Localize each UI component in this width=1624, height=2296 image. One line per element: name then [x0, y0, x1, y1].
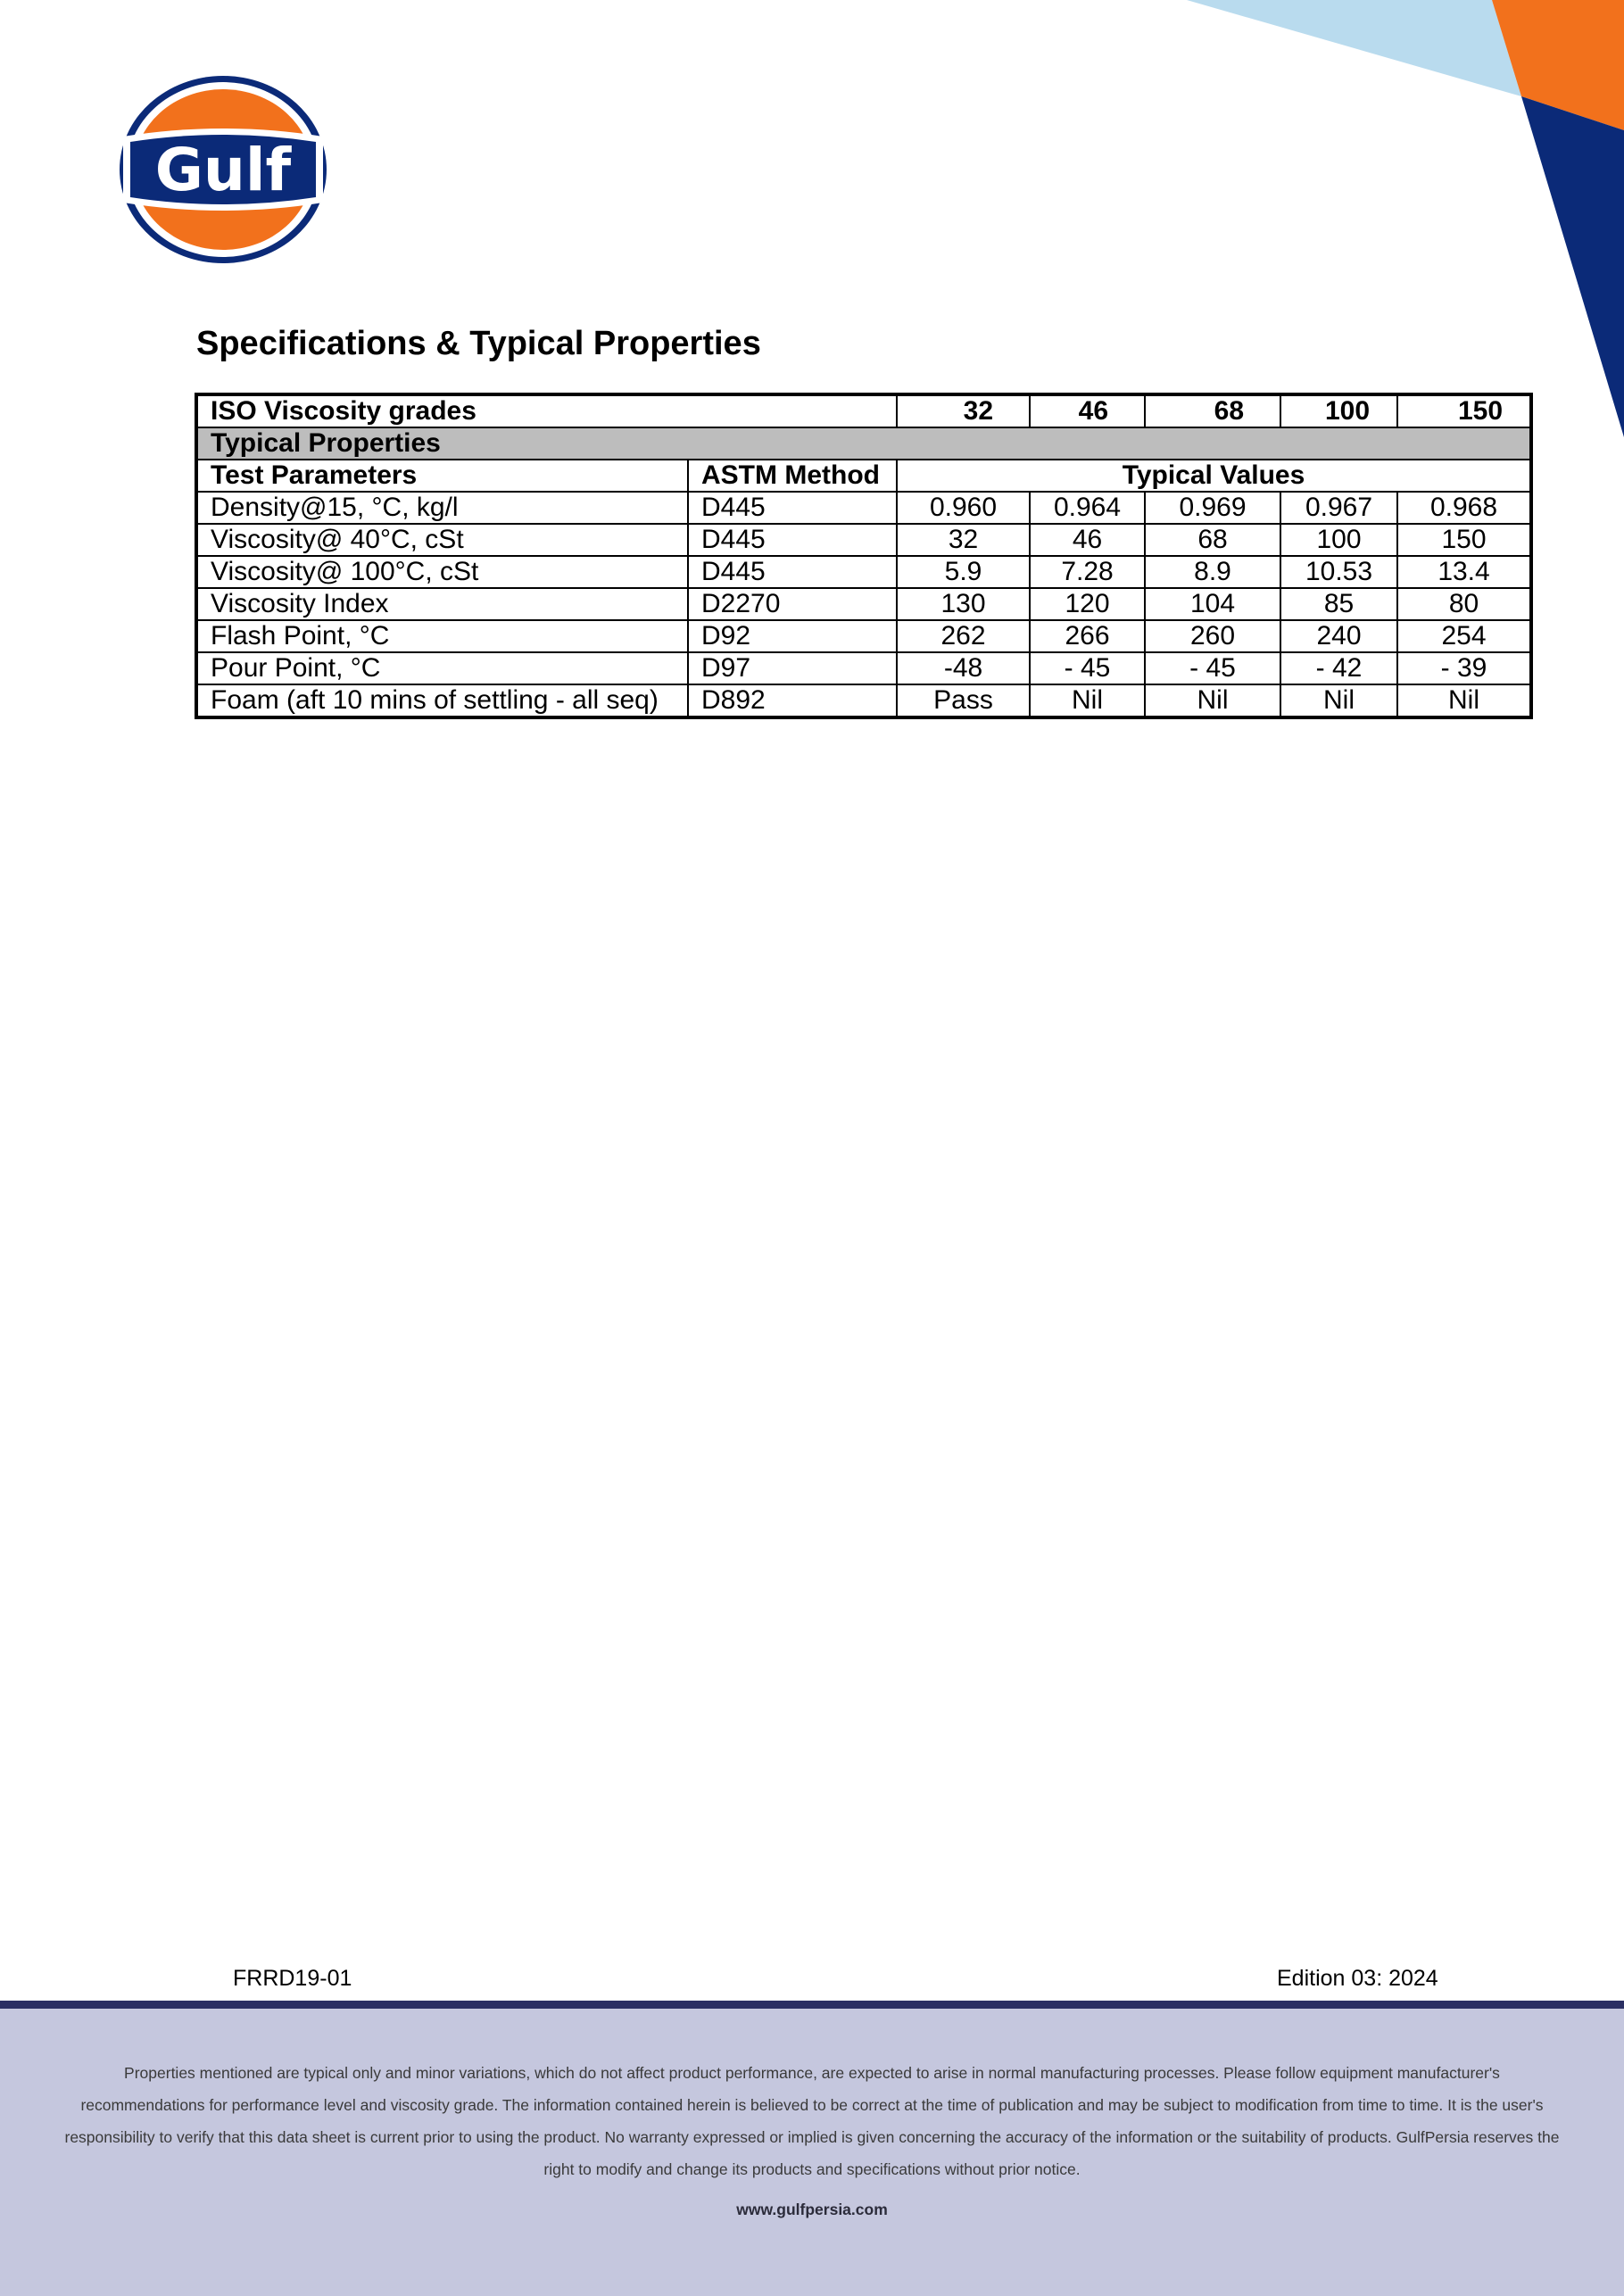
header-test-parameters: Test Parameters — [196, 460, 688, 492]
test-parameter-cell: Pour Point, °C — [196, 652, 688, 684]
test-parameter-cell: Viscosity@ 100°C, cSt — [196, 556, 688, 588]
astm-method-cell: D2270 — [688, 588, 897, 620]
test-parameter-cell: Viscosity@ 40°C, cSt — [196, 524, 688, 556]
table-row — [196, 684, 1531, 717]
specifications-table — [195, 393, 1533, 719]
edition-label: Edition 03: 2024 — [1277, 1966, 1438, 1991]
test-parameter-cell: Flash Point, °C — [196, 620, 688, 652]
value-cell: 0.964 — [1030, 492, 1145, 524]
table-row — [196, 620, 1531, 652]
iso-grades-label: ISO Viscosity grades — [196, 394, 897, 427]
value-cell: -48 — [897, 652, 1030, 684]
iso-grades-row — [196, 394, 1531, 427]
value-cell: Pass — [897, 684, 1030, 717]
grade-header-46: 46 — [1030, 394, 1145, 427]
value-cell: 5.9 — [897, 556, 1030, 588]
value-cell: 0.967 — [1280, 492, 1397, 524]
astm-method-cell: D445 — [688, 492, 897, 524]
logo-wordmark: Gulf — [154, 136, 292, 204]
astm-method-cell: D97 — [688, 652, 897, 684]
value-cell: - 45 — [1145, 652, 1280, 684]
header-astm-method: ASTM Method — [688, 460, 897, 492]
value-cell: 7.28 — [1030, 556, 1145, 588]
astm-method-cell: D445 — [688, 556, 897, 588]
value-cell: 85 — [1280, 588, 1397, 620]
table-row — [196, 492, 1531, 524]
astm-method-cell: D445 — [688, 524, 897, 556]
value-cell: - 39 — [1397, 652, 1531, 684]
astm-method-cell: D892 — [688, 684, 897, 717]
test-parameter-cell: Foam (aft 10 mins of settling - all seq) — [196, 684, 688, 717]
value-cell: 80 — [1397, 588, 1531, 620]
value-cell: - 45 — [1030, 652, 1145, 684]
test-parameter-cell: Density@15, °C, kg/l — [196, 492, 688, 524]
header-typical-values: Typical Values — [897, 460, 1531, 492]
value-cell: 100 — [1280, 524, 1397, 556]
table-row — [196, 588, 1531, 620]
footer-divider — [0, 2001, 1624, 2009]
value-cell: 8.9 — [1145, 556, 1280, 588]
typical-properties-row — [196, 427, 1531, 460]
navy-stripe — [1521, 96, 1624, 437]
value-cell: 240 — [1280, 620, 1397, 652]
value-cell: 120 — [1030, 588, 1145, 620]
page-title: Specifications & Typical Properties — [196, 325, 761, 362]
value-cell: 32 — [897, 524, 1030, 556]
value-cell: Nil — [1397, 684, 1531, 717]
column-header-row — [196, 460, 1531, 492]
light-blue-stripe — [1187, 0, 1521, 96]
footer-disclaimer: Properties mentioned are typical only and minor variations, which do not affect product performance, are expected to arise in normal manufacturing processes. Please follow equipment manufacturer's recommendations for performance level and viscosity grade. The information contained herein is believed to be correct at the time of publication and may be subject to modification from time to time. It is the user's responsibility to verify that this data sheet is current prior to using the product. No warranty expressed or implied is given concerning the accuracy of the information or the suitability of products. GulfPersia reserves the right to modify and change its products and specifications without prior notice. — [64, 2064, 1560, 2178]
value-cell: 130 — [897, 588, 1030, 620]
value-cell: Nil — [1030, 684, 1145, 717]
value-cell: 46 — [1030, 524, 1145, 556]
value-cell: 68 — [1145, 524, 1280, 556]
value-cell: 150 — [1397, 524, 1531, 556]
table-row — [196, 524, 1531, 556]
gulf-logo — [118, 74, 328, 265]
grade-header-32: 32 — [897, 394, 1030, 427]
value-cell: 104 — [1145, 588, 1280, 620]
table-row — [196, 652, 1531, 684]
footer-band — [0, 2009, 1624, 2296]
value-cell: 254 — [1397, 620, 1531, 652]
value-cell: 266 — [1030, 620, 1145, 652]
value-cell: 260 — [1145, 620, 1280, 652]
value-cell: - 42 — [1280, 652, 1397, 684]
value-cell: 10.53 — [1280, 556, 1397, 588]
section-label: Typical Properties — [196, 427, 1531, 460]
value-cell: 262 — [897, 620, 1030, 652]
astm-method-cell: D92 — [688, 620, 897, 652]
grade-header-100: 100 — [1280, 394, 1397, 427]
grade-header-68: 68 — [1145, 394, 1280, 427]
footer-website: www.gulfpersia.com — [736, 2201, 888, 2218]
value-cell: 0.969 — [1145, 492, 1280, 524]
value-cell: Nil — [1145, 684, 1280, 717]
grade-header-150: 150 — [1397, 394, 1531, 427]
table-row — [196, 556, 1531, 588]
value-cell: Nil — [1280, 684, 1397, 717]
test-parameter-cell: Viscosity Index — [196, 588, 688, 620]
document-number: FRRD19-01 — [233, 1966, 352, 1991]
value-cell: 0.960 — [897, 492, 1030, 524]
value-cell: 0.968 — [1397, 492, 1531, 524]
value-cell: 13.4 — [1397, 556, 1531, 588]
